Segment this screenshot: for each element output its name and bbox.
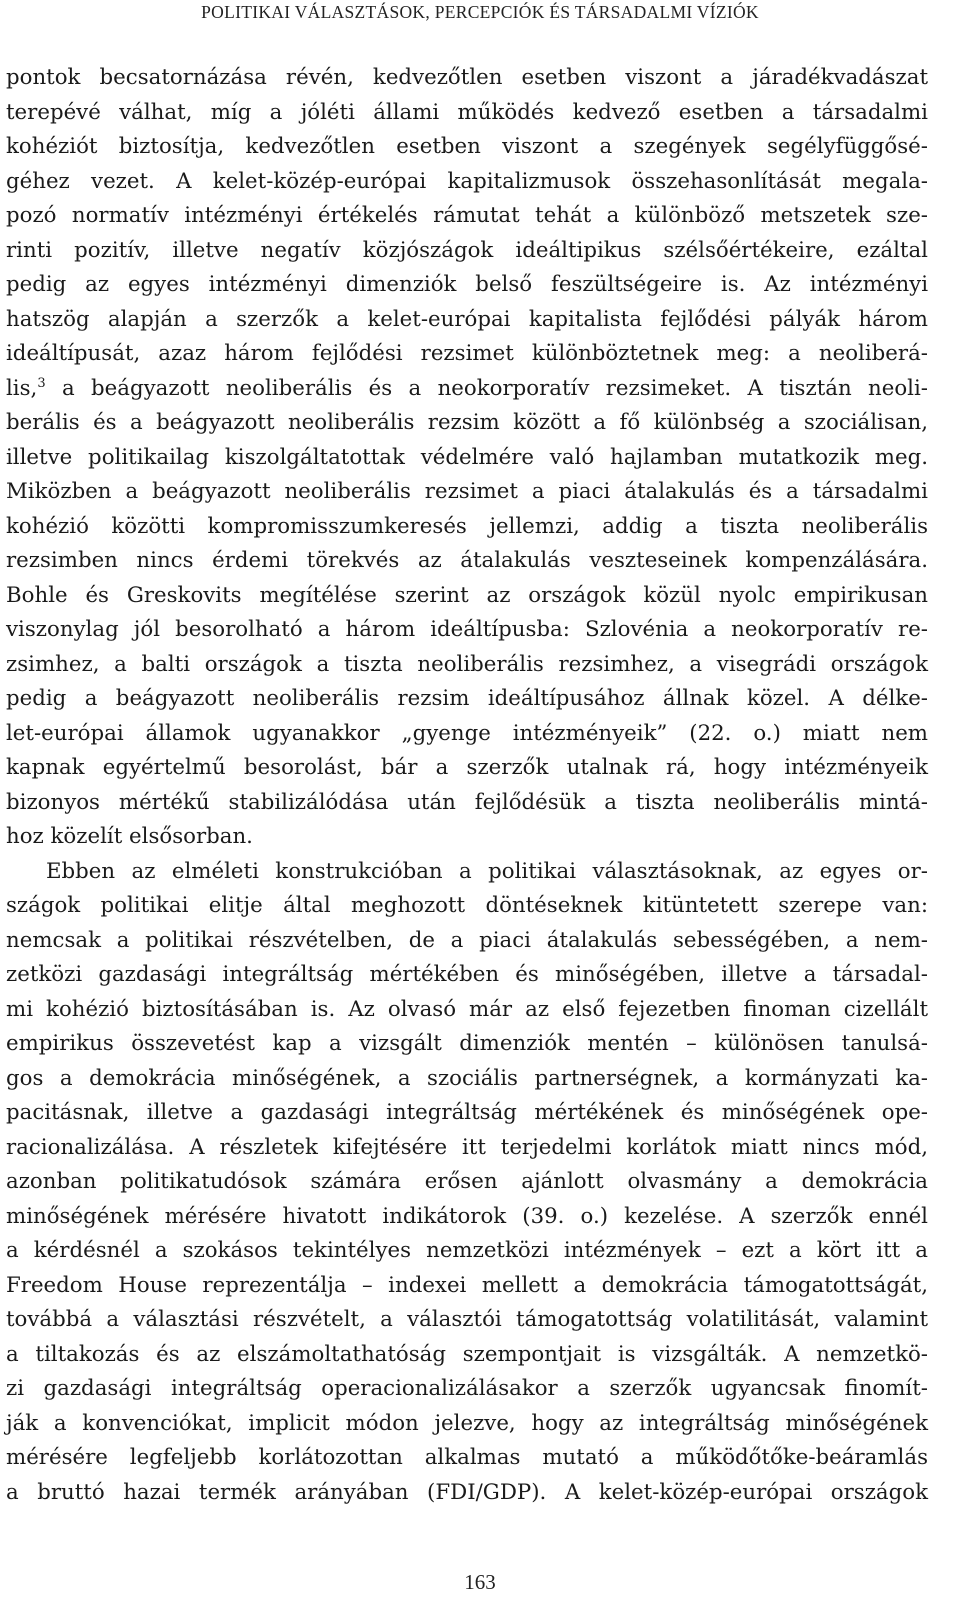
text-line: a kérdésnél a szokásos tekintélyes nemzetközi intézmények – ezt a kört itt a — [6, 1238, 928, 1263]
text-line: pedig az egyes intézményi dimenziók belső feszültségeire is. Az intézményi — [6, 272, 928, 297]
text-line: nemcsak a politikai részvételben, de a piaci átalakulás sebességében, a nem- — [6, 927, 928, 953]
text-line: zetközi gazdasági integráltság mértékében és minőségében, illetve a társadal- — [6, 962, 928, 987]
running-header: POLITIKAI VÁLASZTÁSOK, PERCEPCIÓK ÉS TÁRSADALMI VÍZIÓK — [201, 2, 759, 22]
text-line: kapnak egyértelmű besorolást, bár a szerzők utalnak rá, hogy intézményeik — [6, 755, 928, 780]
text-line: géhez vezet. A kelet-közép-európai kapitalizmusok összehasonlítását megala- — [6, 168, 928, 194]
page-number: 163 — [464, 1570, 496, 1594]
paragraph-1 — [6, 61, 928, 855]
text-line: kohézió közötti kompromisszumkeresés jellemzi, addig a tiszta neoliberális — [6, 513, 928, 539]
text-line: rinti pozitív, illetve negatív közjószágok ideáltipikus szélsőértékeire, ezáltal — [6, 237, 928, 263]
text-line: pozó normatív intézményi értékelés rámutat tehát a különböző metszetek sze- — [6, 203, 928, 228]
text-line: let-európai államok ugyanakkor „gyenge intézményeik” (22. o.) miatt nem — [6, 720, 928, 746]
text-line: berális és a beágyazott neoliberális rezsim között a fő különbség a szociálisan, — [6, 410, 928, 435]
text-line-with-footnote — [6, 372, 928, 407]
text-line: azonban politikatudósok számára erősen ajánlott olvasmány a demokrácia — [6, 1169, 928, 1194]
text-line: empirikus összevetést kap a vizsgált dimenziók mentén – különösen tanulsá- — [6, 1031, 928, 1056]
text-line: szágok politikai elitje által meghozott döntéseknek kitüntetett szerepe van: — [6, 893, 928, 918]
footnote-reference[interactable]: 3 — [37, 375, 46, 391]
line-end: a beágyazott neoliberális és a neokorporatív rezsimeket. A tisztán neoli- — [45, 375, 928, 401]
text-line: bizonyos mértékű stabilizálódása után fejlődésük a tiszta neoliberális mintá- — [6, 789, 928, 815]
text-line: ják a konvenciókat, implicit módon jelezve, hogy az integráltság minőségének — [6, 1410, 928, 1436]
page-body — [6, 61, 928, 1510]
text-line: ideáltípusát, azaz három fejlődési rezsimet különböztetnek meg: a neoliberá- — [6, 341, 928, 366]
text-line: pontok becsatornázása révén, kedvezőtlen esetben viszont a járadékvadászat — [6, 65, 928, 90]
text-line: viszonylag jól besorolható a három ideáltípusba: Szlovénia a neokorporatív re- — [6, 617, 928, 642]
text-line: terepévé válhat, míg a jóléti állami működés kedvező esetben a társadalmi — [6, 99, 928, 125]
text-line: zi gazdasági integráltság operacionalizálásakor a szerzők ugyancsak finomít- — [6, 1376, 928, 1401]
text-line: Freedom House reprezentálja – indexei mellett a demokrácia támogatottságát, — [6, 1272, 928, 1298]
text-line: Bohle és Greskovits megítélése szerint az országok közül nyolc empirikusan — [6, 582, 928, 608]
text-line: zsimhez, a balti országok a tiszta neoliberális rezsimhez, a visegrádi országok — [6, 651, 928, 677]
line-start: lis, — [6, 375, 38, 401]
text-line: továbbá a választási részvételt, a választói támogatottság volatilitását, valamint — [6, 1307, 928, 1332]
text-line: mérésére legfeljebb korlátozottan alkalmas mutató a működőtőke-beáramlás — [6, 1445, 928, 1470]
text-line: pacitásnak, illetve a gazdasági integráltság mértékének és minőségének ope- — [6, 1100, 928, 1125]
text-line: rezsimben nincs érdemi törekvés az átalakulás veszteseinek kompenzálására. — [6, 548, 928, 573]
text-line: a tiltakozás és az elszámoltathatóság szempontjait is vizsgálták. A nemzetkö- — [6, 1341, 928, 1367]
text-line: Ebben az elméleti konstrukcióban a politikai választásoknak, az egyes or- — [46, 858, 928, 884]
text-line: a bruttó hazai termék arányában (FDI/GDP). A kelet-közép-európai országok — [6, 1479, 928, 1505]
paragraph-2 — [6, 855, 928, 1511]
text-line: kohéziót biztosítja, kedvezőtlen esetben viszont a szegények segélyfüggősé- — [6, 134, 928, 159]
text-line: Miközben a beágyazott neoliberális rezsimet a piaci átalakulás és a társadalmi — [6, 479, 928, 504]
text-line: hatszög alapján a szerzők a kelet-európai kapitalista fejlődési pályák három — [6, 306, 928, 332]
text-line: hoz közelít elsősorban. — [6, 824, 253, 849]
text-line: gos a demokrácia minőségének, a szociális partnerségnek, a kormányzati ka- — [6, 1065, 928, 1091]
text-line: mi kohézió biztosításában is. Az olvasó már az első fejezetben finoman cizellált — [6, 996, 928, 1022]
text-line: minőségének mérésére hivatott indikátorok (39. o.) kezelése. A szerzők ennél — [6, 1203, 928, 1229]
text-line: racionalizálása. A részletek kifejtésére itt terjedelmi korlátok miatt nincs mód, — [6, 1134, 928, 1160]
text-line: illetve politikailag kiszolgáltatottak védelmére való hajlamban mutatkozik meg. — [6, 444, 928, 470]
text-line: pedig a beágyazott neoliberális rezsim ideáltípusához állnak közel. A délke- — [6, 686, 928, 711]
